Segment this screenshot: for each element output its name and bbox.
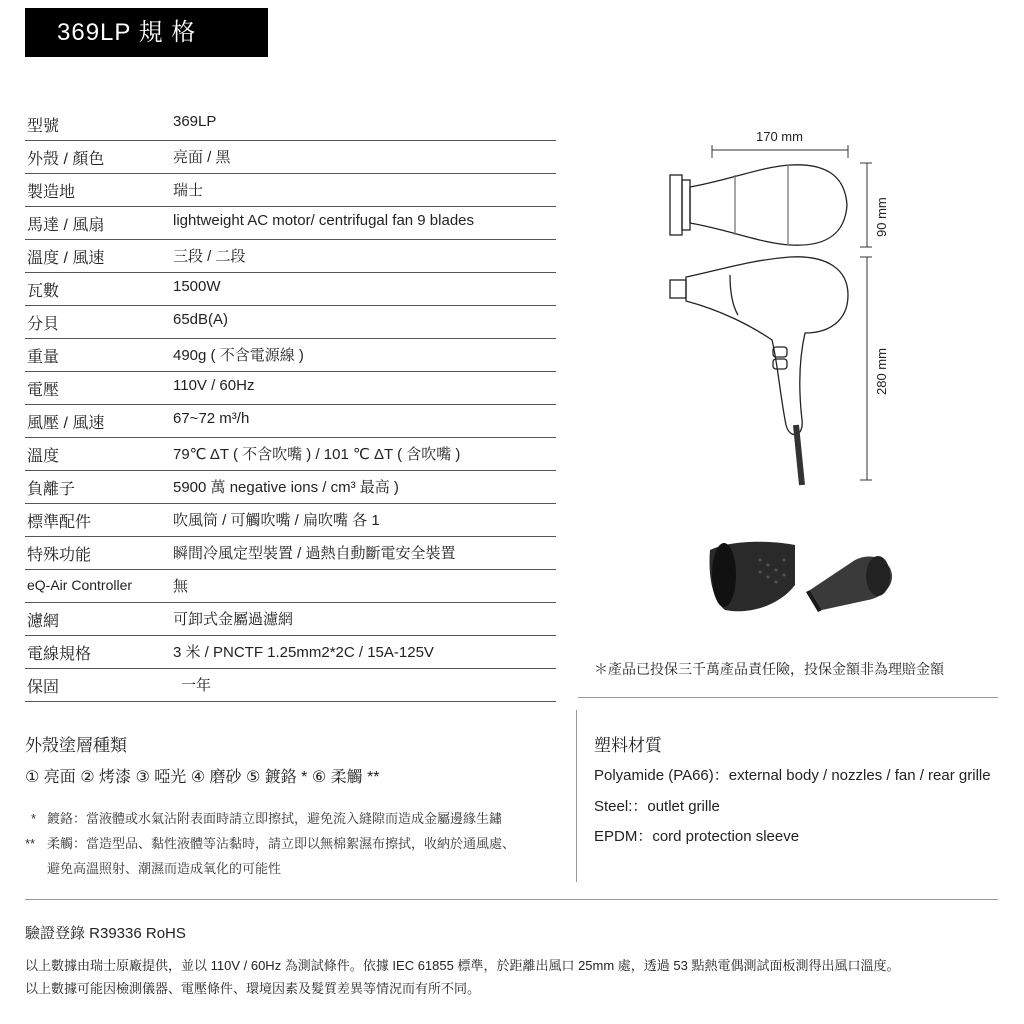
spec-row xyxy=(25,438,556,471)
footer-note: 以上數據可能因檢測儀器、電壓條件、環境因素及髮質差異等情況而有所不同。 xyxy=(25,981,481,996)
spec-row xyxy=(25,240,556,273)
spec-row xyxy=(25,636,556,669)
spec-label: 溫度 / 風速 xyxy=(27,250,105,267)
chrome-note xyxy=(25,808,502,827)
spec-label: 風壓 / 風速 xyxy=(27,415,105,432)
divider xyxy=(25,899,998,900)
spec-value: 三段 / 二段 xyxy=(173,248,246,265)
spec-label: 瓦數 xyxy=(27,283,60,300)
spec-row xyxy=(25,108,556,141)
height-dimension-label: 90 mm xyxy=(874,197,889,237)
spec-label: 馬達 / 風扇 xyxy=(27,217,105,234)
spec-label: 重量 xyxy=(27,349,60,366)
dryer-dimension-diagram xyxy=(660,125,890,495)
spec-label: 保固 xyxy=(27,679,60,696)
spec-value: 無 xyxy=(173,578,189,595)
spec-row xyxy=(25,141,556,174)
spec-label: 標準配件 xyxy=(27,514,92,531)
spec-label: 外殼 / 顏色 xyxy=(27,151,105,168)
dryer-side-view xyxy=(670,257,848,485)
spec-label: 電壓 xyxy=(27,382,60,399)
spec-label: 特殊功能 xyxy=(27,547,92,564)
softtouch-note xyxy=(25,833,515,852)
spec-row xyxy=(25,174,556,207)
spec-row xyxy=(25,504,556,537)
spec-label: 型號 xyxy=(27,118,60,135)
spec-value: 亮面 / 黑 xyxy=(173,149,231,166)
spec-row xyxy=(25,471,556,504)
spec-value: 3 米 / PNCTF 1.25mm2*2C / 15A-125V xyxy=(173,644,434,661)
softtouch-note-text: 柔觸：當造型品、黏性液體等沾黏時，請立即以無棉絮濕布擦拭，收納於通風處、 xyxy=(47,836,516,851)
spec-row xyxy=(25,207,556,240)
spec-label: 電線規格 xyxy=(27,646,92,663)
softtouch-note-cont: 避免高溫照射、潮濕而造成氧化的可能性 xyxy=(47,861,282,876)
spec-value: 5900 萬 negative ions / cm³ 最高 ) xyxy=(173,479,399,496)
material-line: EPDM：cord protection sleeve xyxy=(594,828,800,845)
finish-title: 外殼塗層種類 xyxy=(25,736,127,755)
spec-label: 濾網 xyxy=(27,613,60,630)
divider xyxy=(578,697,998,698)
spec-label: 負離子 xyxy=(27,481,76,498)
spec-label: eQ-Air Controller xyxy=(27,577,133,593)
note-marker: * xyxy=(31,811,37,826)
note-marker: ** xyxy=(25,836,36,851)
materials-title: 塑料材質 xyxy=(594,736,662,755)
spec-value: 110V / 60Hz xyxy=(173,377,255,394)
diffuser-nozzle xyxy=(710,542,795,612)
spec-row xyxy=(25,405,556,438)
material-line: Steel:：outlet grille xyxy=(594,798,720,815)
chrome-note-text: 鍍鉻：當液體或水氣沾附表面時請立即擦拭，避免流入縫隙而造成金屬邊緣生鏽 xyxy=(47,811,503,826)
spec-value: 369LP xyxy=(173,113,217,130)
insurance-note: ＊產品已投保三千萬產品責任險，投保金額非為理賠金額 xyxy=(594,661,944,677)
spec-value: 瑞士 xyxy=(173,182,204,199)
spec-label: 溫度 xyxy=(27,448,60,465)
nozzle-accessories-image xyxy=(700,530,900,620)
spec-row xyxy=(25,372,556,405)
page-title: 369LP 規 格 xyxy=(25,8,268,57)
spec-value: 吹風筒 / 可觸吹嘴 / 扁吹嘴 各 1 xyxy=(173,512,380,529)
spec-row xyxy=(25,537,556,570)
certification-title: 驗證登錄 R39336 RoHS xyxy=(25,925,186,942)
spec-value: 67~72 m³/h xyxy=(173,410,250,427)
spec-value: 65dB(A) xyxy=(173,311,229,328)
spec-value: 可卸式金屬過濾網 xyxy=(173,611,294,628)
divider xyxy=(576,710,577,882)
dryer-top-view xyxy=(670,165,847,245)
width-dimension-label: 170 mm xyxy=(756,129,803,144)
spec-value: lightweight AC motor/ centrifugal fan 9 blades xyxy=(173,212,475,229)
spec-value: 490g ( 不含電源線 ) xyxy=(173,347,304,364)
spec-row xyxy=(25,273,556,306)
footer-note: 以上數據由瑞士原廠提供，並以 110V / 60Hz 為測試條件。依據 IEC 61855 標準，於距離出風口 25mm 處，透過 53 點熱電偶測試面板測得出風口溫度。 xyxy=(25,958,900,973)
spec-row xyxy=(25,306,556,339)
spec-row xyxy=(25,603,556,636)
spec-table xyxy=(25,108,556,702)
spec-row xyxy=(25,339,556,372)
spec-value: 一年 xyxy=(181,677,212,694)
material-line: Polyamide (PA66)：external body / nozzles / fan / rear grille xyxy=(594,767,991,784)
spec-value: 1500W xyxy=(173,278,221,295)
spec-row xyxy=(25,570,556,603)
finish-options: ① 亮面 ② 烤漆 ③ 啞光 ④ 磨砂 ⑤ 鍍鉻 * ⑥ 柔觸 ** xyxy=(25,769,380,786)
spec-label: 製造地 xyxy=(27,184,76,201)
length-dimension-label: 280 mm xyxy=(874,348,889,395)
concentrator-nozzle xyxy=(806,556,892,612)
spec-label: 分貝 xyxy=(27,316,60,333)
spec-row xyxy=(25,669,556,702)
spec-value: 79℃ ΔT ( 不含吹嘴 ) / 101 ℃ ΔT ( 含吹嘴 ) xyxy=(173,446,461,463)
spec-value: 瞬間冷風定型裝置 / 過熱自動斷電安全裝置 xyxy=(173,545,456,562)
